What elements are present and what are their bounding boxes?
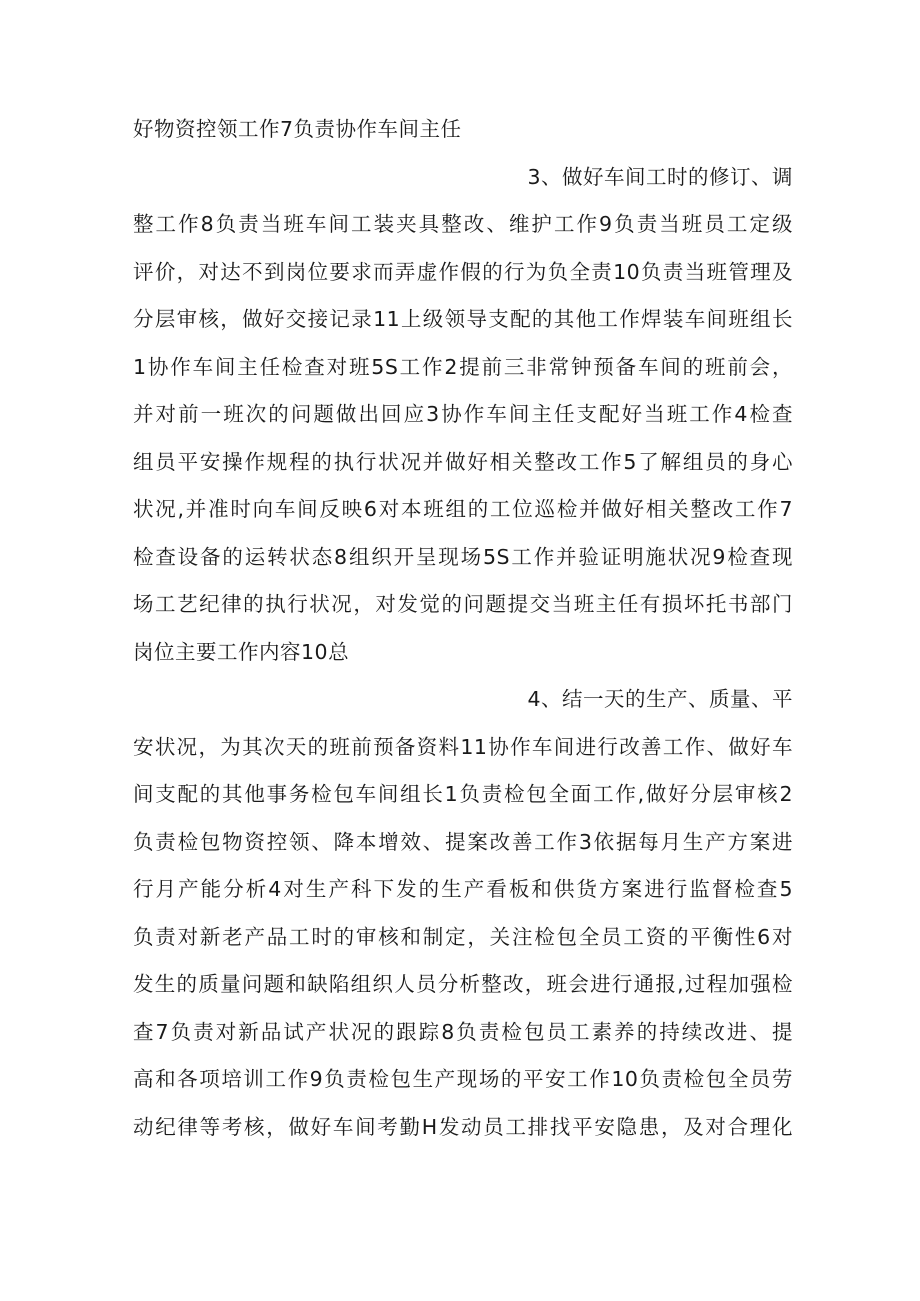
text-line-6: 1协作车间主任检查对班5S工作2提前三非常钟预备车间的班前会， (133, 354, 793, 379)
text-line-21: 高和各项培训工作9负责检包生产现场的平安工作10负责检包全员劳 (133, 1067, 793, 1091)
text-line-5: 分层审核，做好交接记录11上级领导支配的其他工作焊装车间班组长 (133, 307, 793, 331)
text-line-1: 好物资控领工作7负责协作车间主任 (133, 117, 462, 141)
text-line-14: 安状况，为其次天的班前预备资料11协作车间进行改善工作、做好车 (133, 734, 793, 759)
text-line-16: 负责检包物资控领、降本增效、提案改善工作3依据每月生产方案进 (133, 829, 793, 854)
text-line-8: 组员平安操作规程的执行状况并做好相关整改工作5了解组员的身心 (133, 449, 793, 474)
document-body (133, 106, 793, 1151)
text-line-3: 整工作8负责当班车间工装夹具整改、维护工作9负责当班员工定级 (133, 212, 793, 236)
text-line-15: 间支配的其他事务检包车间组长1负责检包全面工作,做好分层审核2 (133, 782, 793, 806)
text-line-20: 查7负责对新品试产状况的跟踪8负责检包员工素养的持续改进、提 (133, 1019, 793, 1044)
text-line-22: 动纪律等考核，做好车间考勤H发动员工排找平安隐患，及对合理化 (133, 1114, 793, 1139)
text-line-13-section-4: 4、结一天的生产、质量、平 (527, 687, 793, 711)
text-line-4: 评价，对达不到岗位要求而弄虚作假的行为负全责10负责当班管理及 (133, 259, 793, 284)
text-line-12: 岗位主要工作内容10总 (133, 639, 350, 664)
text-line-7: 并对前一班次的问题做出回应3协作车间主任支配好当班工作4检查 (133, 402, 793, 426)
text-line-11: 场工艺纪律的执行状况，对发觉的问题提交当班主任有损坏托书部门 (133, 592, 793, 616)
text-line-9: 状况,并准时向车间反映6对本班组的工位巡检并做好相关整改工作7 (133, 497, 793, 521)
text-line-10: 检查设备的运转状态8组织开呈现场5S工作并验证明施状况9检查现 (133, 544, 793, 569)
text-line-2-section-3: 3、做好车间工时的修订、调 (527, 164, 793, 189)
text-line-18: 负责对新老产品工时的审核和制定，关注检包全员工资的平衡性6对 (133, 924, 793, 949)
text-line-19: 发生的质量问题和缺陷组织人员分析整改，班会进行通报,过程加强检 (133, 972, 793, 996)
text-line-17: 行月产能分析4对生产科下发的生产看板和供货方案进行监督检查5 (133, 877, 793, 901)
